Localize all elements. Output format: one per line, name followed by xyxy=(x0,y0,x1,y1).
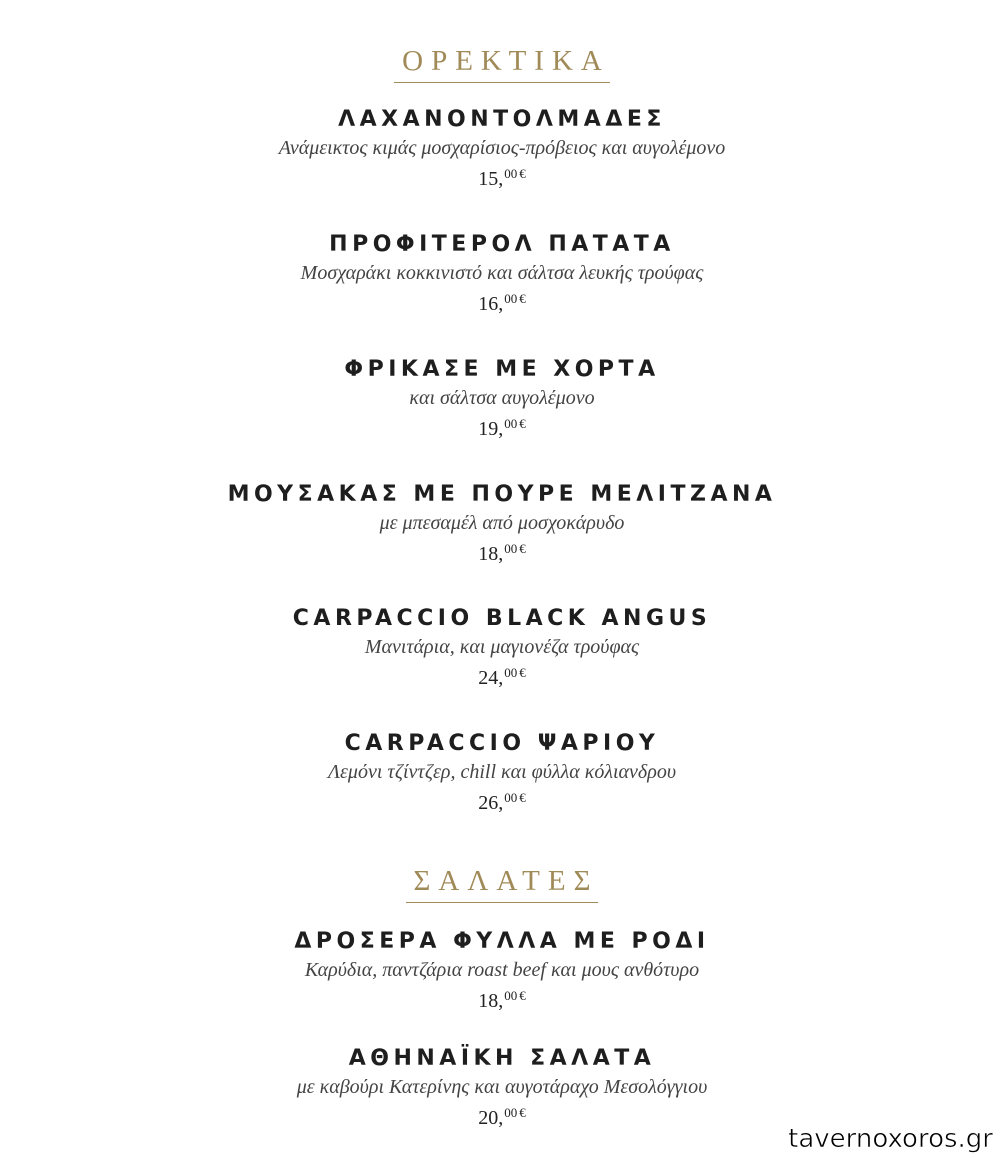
price-currency: € xyxy=(519,988,526,1003)
price-decimals: 00 xyxy=(504,665,518,680)
section-heading-appetizers: ΟΡΕΚΤΙΚΑ xyxy=(394,44,610,83)
section-heading-salads: ΣΑΛΑΤΕΣ xyxy=(406,864,599,903)
price-currency: € xyxy=(519,416,526,431)
menu-item xyxy=(0,230,1004,315)
menu-item xyxy=(0,927,1004,1012)
item-price xyxy=(0,536,1004,565)
item-description: Λεμόνι τζίντζερ, chill και φύλλα κόλιανδρου xyxy=(327,761,677,783)
section-appetizers xyxy=(0,44,1004,83)
price-decimals: 00 xyxy=(504,988,518,1003)
item-description: Καρύδια, παντζάρια roast beef και μους ανθότυρο xyxy=(304,959,700,981)
price-currency: € xyxy=(519,665,526,680)
item-price xyxy=(0,286,1004,315)
price-currency: € xyxy=(519,1105,526,1120)
item-name: ΠΡΟΦΙΤΕΡΟΛ ΠΑΤΑΤΑ xyxy=(329,232,675,257)
price-decimals: 00 xyxy=(504,166,518,181)
menu-item xyxy=(0,105,1004,190)
item-name: ΦΡΙΚΑΣΕ ΜΕ ΧΟΡΤΑ xyxy=(344,357,660,382)
price-main: 24, xyxy=(478,667,504,689)
menu-item xyxy=(0,1044,1004,1129)
item-name: ΑΘΗΝΑΪΚΗ ΣΑΛΑΤΑ xyxy=(348,1046,656,1071)
item-price xyxy=(0,660,1004,689)
watermark-text: tavernoxoros.gr xyxy=(785,1124,996,1154)
section-salads xyxy=(0,864,1004,903)
item-name: ΔΡΟΣΕΡΑ ΦΥΛΛΑ ΜΕ ΡΟΔΙ xyxy=(294,929,710,954)
item-price xyxy=(0,785,1004,814)
price-currency: € xyxy=(519,166,526,181)
menu-item xyxy=(0,729,1004,814)
item-name: ΜΟΥΣΑΚΑΣ ΜΕ ΠΟΥΡΕ ΜΕΛΙΤΖΑΝΑ xyxy=(227,482,777,507)
item-name: CARPACCIO BLACK ANGUS xyxy=(292,606,712,631)
price-decimals: 00 xyxy=(504,541,518,556)
item-description: με μπεσαμέλ από μοσχοκάρυδο xyxy=(379,512,625,534)
price-main: 20, xyxy=(478,1107,504,1129)
price-main: 19, xyxy=(478,418,504,440)
item-name: ΛΑΧΑΝΟΝΤΟΛΜΑΔΕΣ xyxy=(338,107,666,132)
menu-item xyxy=(0,355,1004,440)
item-description: Μανιτάρια, και μαγιονέζα τρούφας xyxy=(364,636,640,658)
item-description: Μοσχαράκι κοκκινιστό και σάλτσα λευκής τρούφας xyxy=(300,262,704,284)
item-description: και σάλτσα αυγολέμονο xyxy=(409,387,595,409)
item-name: CARPACCIO ΨΑΡΙΟΥ xyxy=(344,731,660,756)
price-currency: € xyxy=(519,790,526,805)
menu-item xyxy=(0,480,1004,565)
price-main: 18, xyxy=(478,543,504,565)
item-description: με καβούρι Κατερίνης και αυγοτάραχο Μεσολόγγιου xyxy=(296,1076,708,1098)
price-decimals: 00 xyxy=(504,1105,518,1120)
price-main: 16, xyxy=(478,293,504,315)
price-main: 15, xyxy=(478,168,504,190)
item-price xyxy=(0,411,1004,440)
price-decimals: 00 xyxy=(504,790,518,805)
item-price xyxy=(0,161,1004,190)
price-main: 18, xyxy=(478,990,504,1012)
item-price xyxy=(0,1100,1004,1129)
price-decimals: 00 xyxy=(504,416,518,431)
item-price xyxy=(0,983,1004,1012)
price-main: 26, xyxy=(478,792,504,814)
price-currency: € xyxy=(519,291,526,306)
item-description: Ανάμεικτος κιμάς μοσχαρίσιος-πρόβειος και αυγολέμονο xyxy=(278,137,726,159)
menu-item xyxy=(0,604,1004,689)
price-currency: € xyxy=(519,541,526,556)
price-decimals: 00 xyxy=(504,291,518,306)
